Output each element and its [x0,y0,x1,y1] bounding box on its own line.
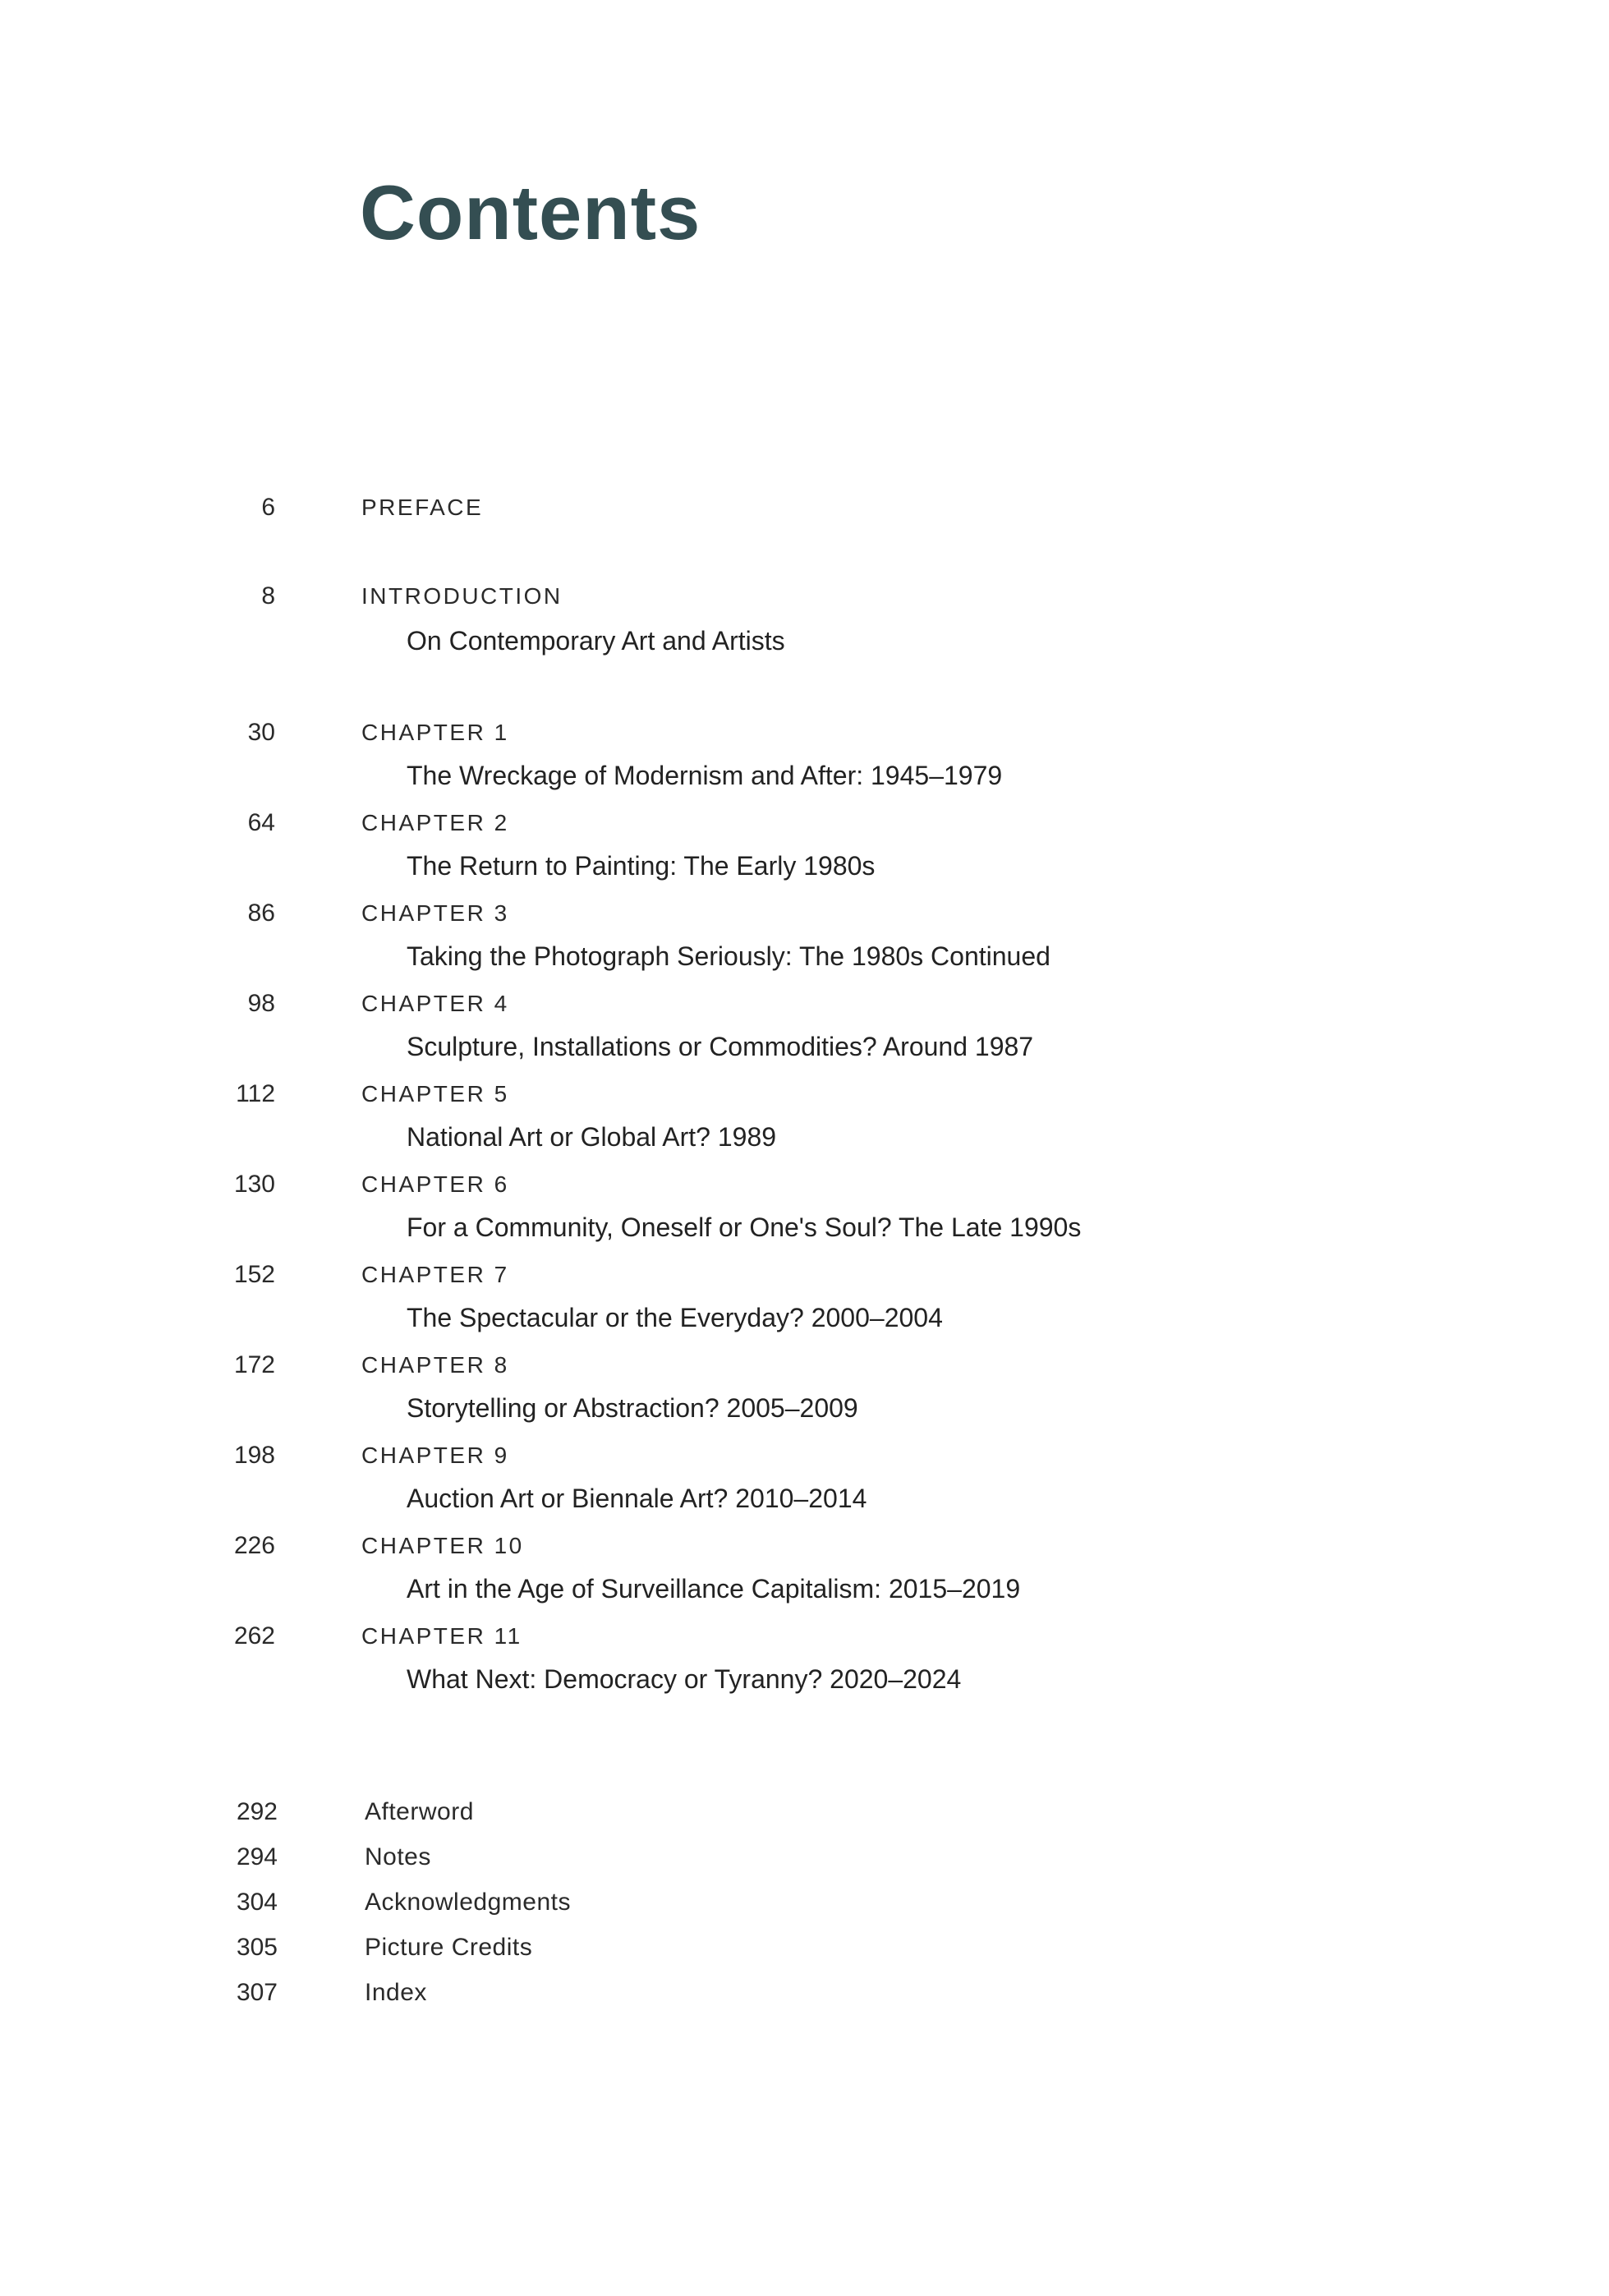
toc-entry-chapter-6 [0,1168,1609,1201]
toc-entry-chapter-3-title [0,940,1609,973]
toc-entry-chapter-10 [0,1530,1609,1562]
toc-chapter-label: CHAPTER 9 [361,1442,509,1468]
toc-section-label: Picture Credits [365,1934,533,1961]
toc-page-number: 6 [261,494,275,521]
toc-page-number: 294 [236,1843,278,1870]
toc-entry-chapter-9-title [0,1482,1609,1515]
toc-entry-introduction-subtitle [0,624,1609,657]
toc-page-number: 112 [236,1080,275,1107]
toc-chapter-label: CHAPTER 5 [361,1081,509,1107]
toc-entry-chapter-6-title [0,1211,1609,1244]
toc-entry-chapter-4 [0,987,1609,1020]
toc-entry-chapter-3 [0,897,1609,930]
toc-entry-preface [0,491,1609,524]
toc-chapter-title: The Wreckage of Modernism and After: 1945–1979 [407,761,1003,790]
toc-page-number: 130 [233,1171,275,1198]
toc-entry-chapter-11-title [0,1663,1609,1696]
toc-section-label: Notes [365,1843,431,1870]
toc-entry-introduction [0,580,1609,613]
toc-chapter-title: Auction Art or Biennale Art? 2010–2014 [407,1484,867,1513]
toc-chapter-title: Taking the Photograph Seriously: The 1980s Continued [407,941,1050,971]
toc-section-label: Index [365,1979,427,2006]
toc-chapter-label: CHAPTER 8 [361,1352,509,1378]
toc-chapter-label: CHAPTER 10 [361,1533,524,1558]
toc-page-number: 262 [233,1622,275,1650]
toc-chapter-title: Art in the Age of Surveillance Capitalism: 2015–2019 [407,1574,1021,1604]
toc-page-number: 64 [247,809,275,836]
toc-section-label: PREFACE [361,495,484,520]
toc-chapter-title: For a Community, Oneself or One's Soul? The Late 1990s [407,1212,1082,1242]
toc-chapter-label: CHAPTER 7 [361,1262,509,1287]
toc-page-number: 292 [236,1798,278,1825]
toc-entry-chapter-5-title [0,1120,1609,1153]
toc-page-number: 98 [247,990,275,1017]
toc-chapter-label: CHAPTER 6 [361,1171,509,1197]
toc-page-number: 307 [236,1979,278,2006]
toc-page-number: 152 [233,1261,275,1288]
toc-chapter-label: CHAPTER 1 [361,720,509,745]
toc-chapter-title: What Next: Democracy or Tyranny? 2020–2024 [407,1664,962,1694]
toc-chapter-label: CHAPTER 4 [361,991,509,1016]
toc-section-subtitle: On Contemporary Art and Artists [407,626,785,656]
toc-page-number: 226 [233,1532,275,1559]
toc-entry-chapter-2 [0,807,1609,840]
toc-entry-chapter-5 [0,1078,1609,1111]
toc-chapter-title: The Return to Painting: The Early 1980s [407,851,876,881]
toc-chapter-label: CHAPTER 2 [361,810,509,835]
toc-entry-index [0,1976,1609,2009]
toc-section-label: INTRODUCTION [361,583,563,609]
toc-entry-chapter-11 [0,1620,1609,1653]
toc-entry-chapter-7-title [0,1301,1609,1334]
toc-entry-chapter-7 [0,1258,1609,1291]
toc-entry-chapter-8-title [0,1392,1609,1424]
toc-section-label: Acknowledgments [365,1889,571,1916]
toc-entry-chapter-1 [0,716,1609,749]
toc-chapter-label: CHAPTER 11 [361,1623,522,1649]
toc-entry-notes [0,1841,1609,1874]
toc-page-number: 304 [236,1889,278,1916]
toc-page-number: 305 [236,1934,278,1961]
toc-page-number: 30 [247,719,275,746]
toc-entry-chapter-4-title [0,1030,1609,1063]
toc-entry-chapter-2-title [0,849,1609,882]
toc-chapter-title: National Art or Global Art? 1989 [407,1122,777,1152]
toc-entry-chapter-10-title [0,1572,1609,1605]
toc-section-label: Afterword [365,1798,474,1825]
toc-page-number: 86 [247,900,275,927]
toc-page-number: 172 [233,1351,275,1378]
toc-entry-acknowledgments [0,1886,1609,1919]
toc-entry-afterword [0,1796,1609,1829]
toc-entry-chapter-1-title [0,759,1609,792]
toc-entry-picture-credits [0,1931,1609,1964]
toc-entry-chapter-8 [0,1349,1609,1382]
toc-chapter-label: CHAPTER 3 [361,900,509,926]
page-title: Contents [360,169,701,255]
toc-chapter-title: The Spectacular or the Everyday? 2000–2004 [407,1303,943,1332]
toc-chapter-title: Sculpture, Installations or Commodities? Around 1987 [407,1032,1034,1061]
toc-page-number: 198 [233,1442,275,1469]
toc-page-number: 8 [261,582,275,610]
toc-chapter-title: Storytelling or Abstraction? 2005–2009 [407,1393,858,1423]
toc-entry-chapter-9 [0,1439,1609,1472]
